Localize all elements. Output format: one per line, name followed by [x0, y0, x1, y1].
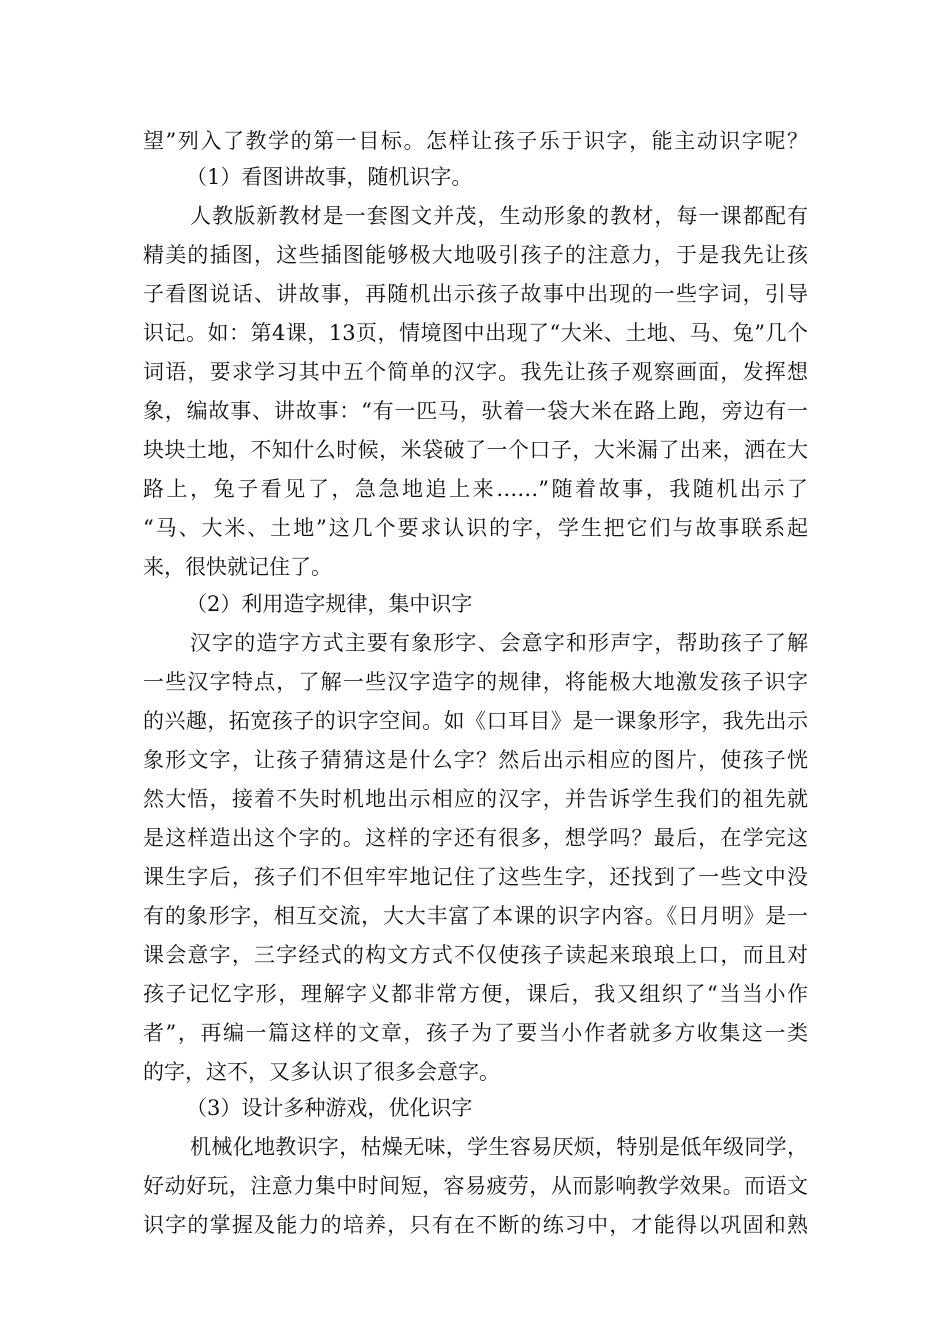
text-line: “马、大米、土地”这几个要求认识的字，学生把它们与故事联系起: [143, 516, 808, 540]
text-line: 来，很快就记住了。: [143, 555, 332, 579]
text-line: 识字的掌握及能力的培养，只有在不断的练习中，才能得以巩固和熟: [143, 1213, 808, 1237]
text-line: 然大悟，接着不失时机地出示相应的汉字，并告诉学生我们的祖先就: [143, 787, 808, 811]
text-line: 象，编故事、讲故事：“有一匹马，驮着一袋大米在路上跑，旁边有一: [143, 399, 808, 423]
text-line: 课会意字，三字经式的构文方式不仅使孩子读起来琅琅上口，而且对: [143, 943, 808, 967]
text-line: 象形文字，让孩子猜猜这是什么字？然后出示相应的图片，使孩子恍: [143, 748, 808, 772]
section-heading-3: （3）设计多种游戏，优化识字: [186, 1096, 473, 1120]
section-heading-2: （2）利用造字规律，集中识字: [186, 592, 473, 616]
text-line: 的兴趣，拓宽孩子的识字空间。如《口耳目》是一课象形字，我先出示: [143, 709, 808, 733]
text-line: 的字，这不，又多认识了很多会意字。: [143, 1060, 500, 1084]
text-line: 路上，兔子看见了，急急地追上来……”随着故事，我随机出示了: [143, 477, 808, 501]
text-line: 有的象形字，相互交流，大大丰富了本课的识字内容。《日月明》是一: [143, 904, 808, 928]
text-line: 汉字的造字方式主要有象形字、会意字和形声字，帮助孩子了解: [190, 631, 808, 655]
text-line: 者”，再编一篇这样的文章，孩子为了要当小作者就多方收集这一类: [143, 1021, 808, 1045]
text-line: 词语，要求学习其中五个简单的汉字。我先让孩子观察画面，发挥想: [143, 360, 808, 384]
text-line: 一些汉字特点，了解一些汉字造字的规律，将能极大地激发孩子识字: [143, 670, 808, 694]
text-line: 是这样造出这个字的。这样的字还有很多，想学吗？最后，在学完这: [143, 826, 808, 850]
text-line: 好动好玩，注意力集中时间短，容易疲劳，从而影响教学效果。而语文: [143, 1174, 808, 1198]
text-line: 子看图说话、讲故事，再随机出示孩子故事中出现的一些字词，引导: [143, 282, 808, 306]
text-line: 孩子记忆字形，理解字义都非常方便，课后，我又组织了“当当小作: [143, 982, 808, 1006]
section-heading-1: （1）看图讲故事，随机识字。: [186, 165, 473, 189]
text-line: 识记。如：第4课，13页，情境图中出现了“大米、土地、马、兔”几个: [143, 321, 808, 345]
text-line: 精美的插图，这些插图能够极大地吸引孩子的注意力，于是我先让孩: [143, 243, 808, 267]
text-line: 机械化地教识字，枯燥无味，学生容易厌烦，特别是低年级同学，: [190, 1135, 808, 1159]
text-line: 望”列入了教学的第一目标。怎样让孩子乐于识字，能主动识字呢？: [143, 129, 808, 153]
text-line: 块块土地，不知什么时候，米袋破了一个口子，大米漏了出来，洒在大: [143, 438, 808, 462]
text-line: 课生字后，孩子们不但牢牢地记住了这些生字，还找到了一些文中没: [143, 865, 808, 889]
text-line: 人教版新教材是一套图文并茂，生动形象的教材，每一课都配有: [190, 204, 808, 228]
